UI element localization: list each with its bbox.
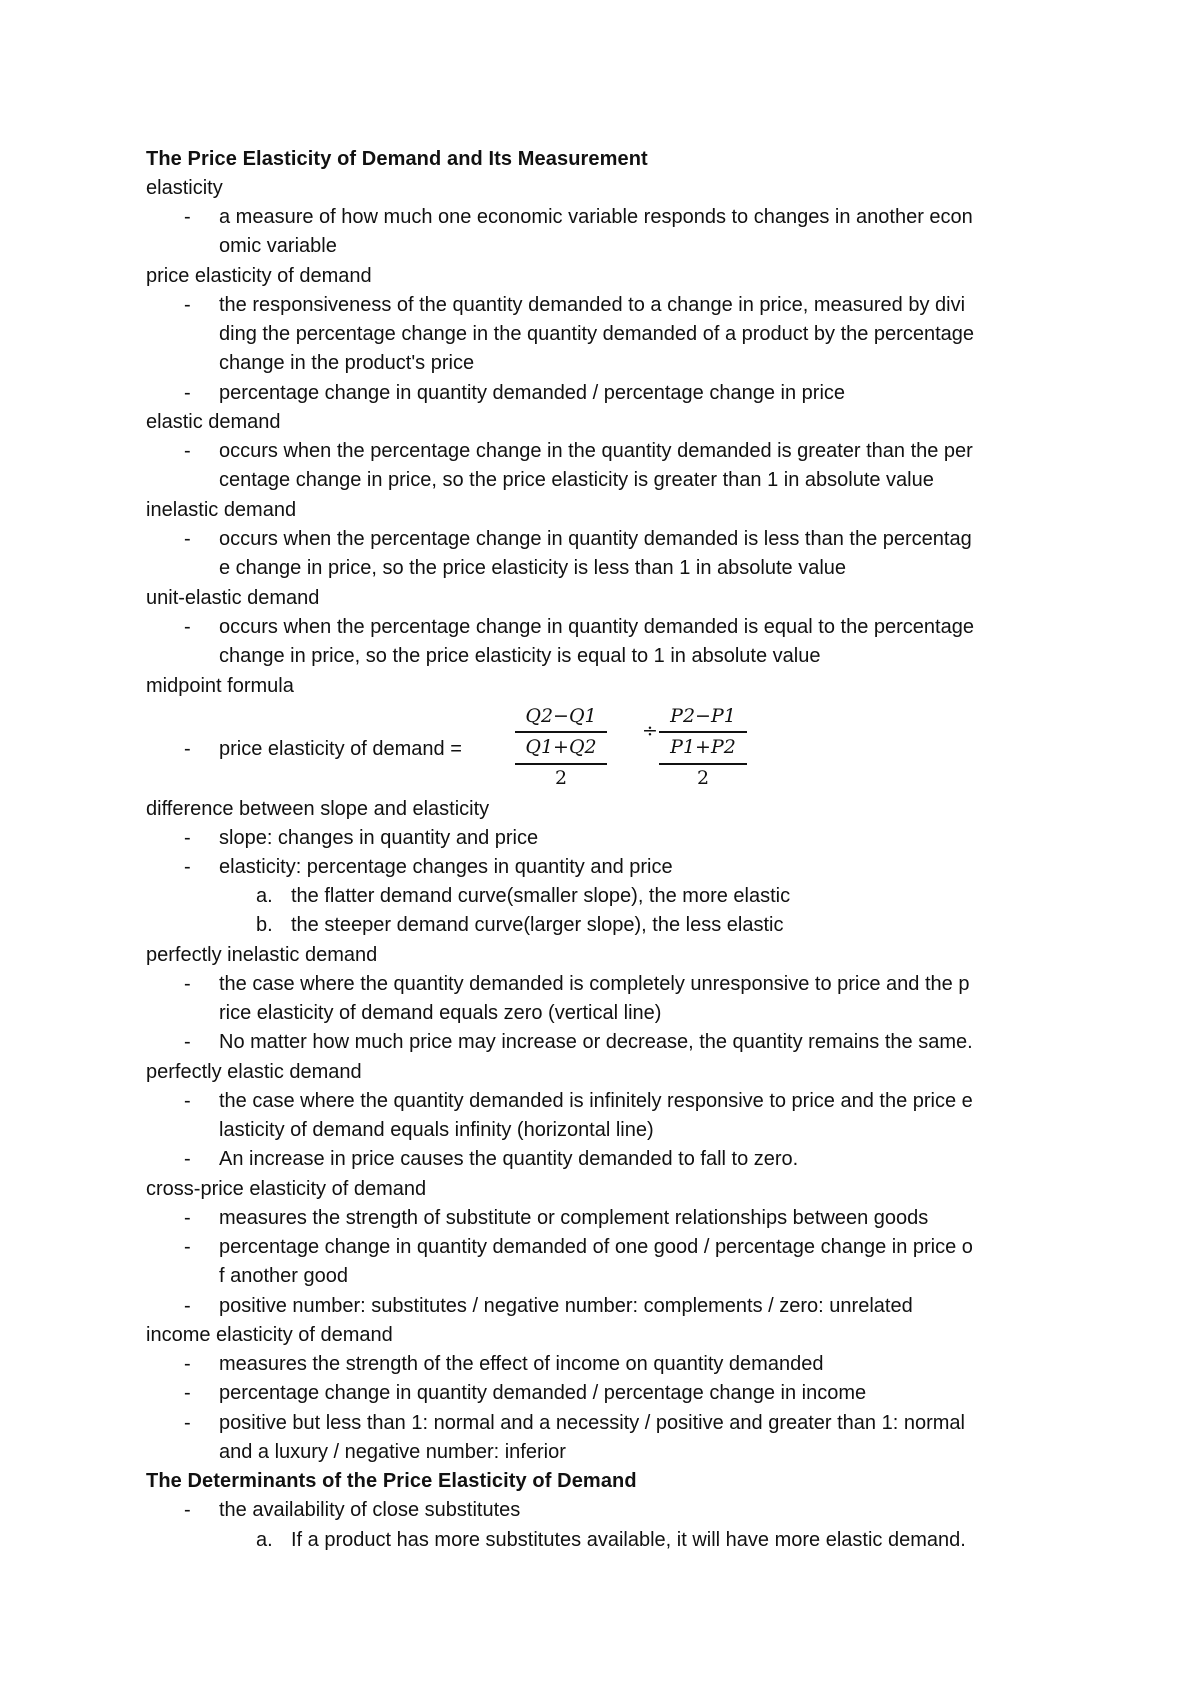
definition-line: occurs when the percentage change in quantity demanded is less than the percentag: [219, 528, 972, 550]
definition-line: percentage change in quantity demanded of one good / percentage change in price o: [219, 1236, 973, 1258]
definition-line: the case where the quantity demanded is infinitely responsive to price and the price e: [219, 1090, 973, 1112]
formula-right-denominator: P1+P2: [670, 736, 736, 758]
formula-left-denominator: Q1+Q2: [525, 736, 597, 758]
bullet-dash: -: [184, 1031, 191, 1053]
formula-left-numerator: Q2−Q1: [525, 705, 597, 727]
term-perfectly-elastic: perfectly elastic demand: [146, 1061, 362, 1083]
bullet-dash: -: [184, 382, 191, 404]
bullet-dash: -: [184, 206, 191, 228]
formula-left-divisor: 2: [554, 767, 568, 789]
formula-label: price elasticity of demand =: [219, 738, 462, 760]
list-marker: b.: [256, 914, 273, 936]
definition-line: the case where the quantity demanded is completely unresponsive to price and the p: [219, 973, 970, 995]
definition-line: measures the strength of the effect of income on quantity demanded: [219, 1353, 824, 1375]
definition-line: and a luxury / negative number: inferior: [219, 1441, 566, 1463]
definition-line: f another good: [219, 1265, 348, 1287]
term-income-elasticity: income elasticity of demand: [146, 1324, 393, 1346]
definition-line: omic variable: [219, 235, 337, 257]
definition-line: slope: changes in quantity and price: [219, 827, 539, 849]
term-inelastic-demand: inelastic demand: [146, 499, 297, 521]
formula-right-divisor: 2: [696, 767, 710, 789]
term-perfectly-inelastic: perfectly inelastic demand: [146, 944, 378, 966]
bullet-dash: -: [184, 440, 191, 462]
definition-line: percentage change in quantity demanded / percentage change in income: [219, 1382, 867, 1404]
bullet-dash: -: [184, 1353, 191, 1375]
definition-line: change in the product's price: [219, 352, 475, 374]
list-marker: a.: [256, 885, 273, 907]
definition-line: occurs when the percentage change in quantity demanded is equal to the percentage: [219, 616, 974, 638]
definition-line: No matter how much price may increase or decrease, the quantity remains the same.: [219, 1031, 973, 1053]
term-slope-vs-elasticity: difference between slope and elasticity: [146, 798, 490, 820]
definition-line: positive number: substitutes / negative number: complements / zero: unrelated: [219, 1295, 913, 1317]
bullet-dash: -: [184, 1412, 191, 1434]
term-elastic-demand: elastic demand: [146, 411, 281, 433]
fraction-bar: [659, 763, 747, 765]
formula-divide-operator: ÷: [642, 720, 658, 742]
definition-line: lasticity of demand equals infinity (horizontal line): [219, 1119, 654, 1141]
bullet-dash: -: [184, 1295, 191, 1317]
definition-line: percentage change in quantity demanded / percentage change in price: [219, 382, 846, 404]
bullet-dash: -: [184, 1090, 191, 1112]
bullet-dash: -: [184, 738, 191, 760]
definition-line: rice elasticity of demand equals zero (vertical line): [219, 1002, 662, 1024]
definition-line: An increase in price causes the quantity demanded to fall to zero.: [219, 1148, 799, 1170]
term-midpoint-formula: midpoint formula: [146, 675, 294, 697]
term-elasticity: elasticity: [146, 177, 223, 199]
bullet-dash: -: [184, 1207, 191, 1229]
bullet-dash: -: [184, 294, 191, 316]
bullet-dash: -: [184, 1236, 191, 1258]
sub-item-line: the steeper demand curve(larger slope), the less elastic: [291, 914, 784, 936]
bullet-dash: -: [184, 1382, 191, 1404]
term-price-elasticity: price elasticity of demand: [146, 265, 372, 287]
definition-line: elasticity: percentage changes in quantity and price: [219, 856, 673, 878]
definition-line: ding the percentage change in the quantity demanded of a product by the percentage: [219, 323, 974, 345]
definition-line: change in price, so the price elasticity is equal to 1 in absolute value: [219, 645, 821, 667]
bullet-dash: -: [184, 856, 191, 878]
term-unit-elastic: unit-elastic demand: [146, 587, 320, 609]
sub-item-line: the flatter demand curve(smaller slope), the more elastic: [291, 885, 791, 907]
definition-line: positive but less than 1: normal and a necessity / positive and greater than 1: normal: [219, 1412, 965, 1434]
bullet-dash: -: [184, 827, 191, 849]
bullet-dash: -: [184, 1499, 191, 1521]
bullet-dash: -: [184, 616, 191, 638]
definition-line: centage change in price, so the price elasticity is greater than 1 in absolute value: [219, 469, 934, 491]
sub-item-line: If a product has more substitutes available, it will have more elastic demand.: [291, 1529, 966, 1551]
fraction-bar: [515, 731, 607, 733]
section-heading-measurement: The Price Elasticity of Demand and Its Measurement: [146, 148, 648, 170]
formula-right-numerator: P2−P1: [670, 705, 736, 727]
definition-line: a measure of how much one economic variable responds to changes in another econ: [219, 206, 973, 228]
definition-line: occurs when the percentage change in the quantity demanded is greater than the per: [219, 440, 973, 462]
list-marker: a.: [256, 1529, 273, 1551]
term-cross-price: cross-price elasticity of demand: [146, 1178, 427, 1200]
bullet-dash: -: [184, 1148, 191, 1170]
bullet-dash: -: [184, 973, 191, 995]
fraction-bar: [659, 731, 747, 733]
definition-line: measures the strength of substitute or complement relationships between goods: [219, 1207, 929, 1229]
bullet-dash: -: [184, 528, 191, 550]
definition-line: e change in price, so the price elasticity is less than 1 in absolute value: [219, 557, 847, 579]
section-heading-determinants: The Determinants of the Price Elasticity of Demand: [146, 1470, 637, 1492]
definition-line: the availability of close substitutes: [219, 1499, 521, 1521]
fraction-bar: [515, 763, 607, 765]
definition-line: the responsiveness of the quantity demanded to a change in price, measured by divi: [219, 294, 966, 316]
